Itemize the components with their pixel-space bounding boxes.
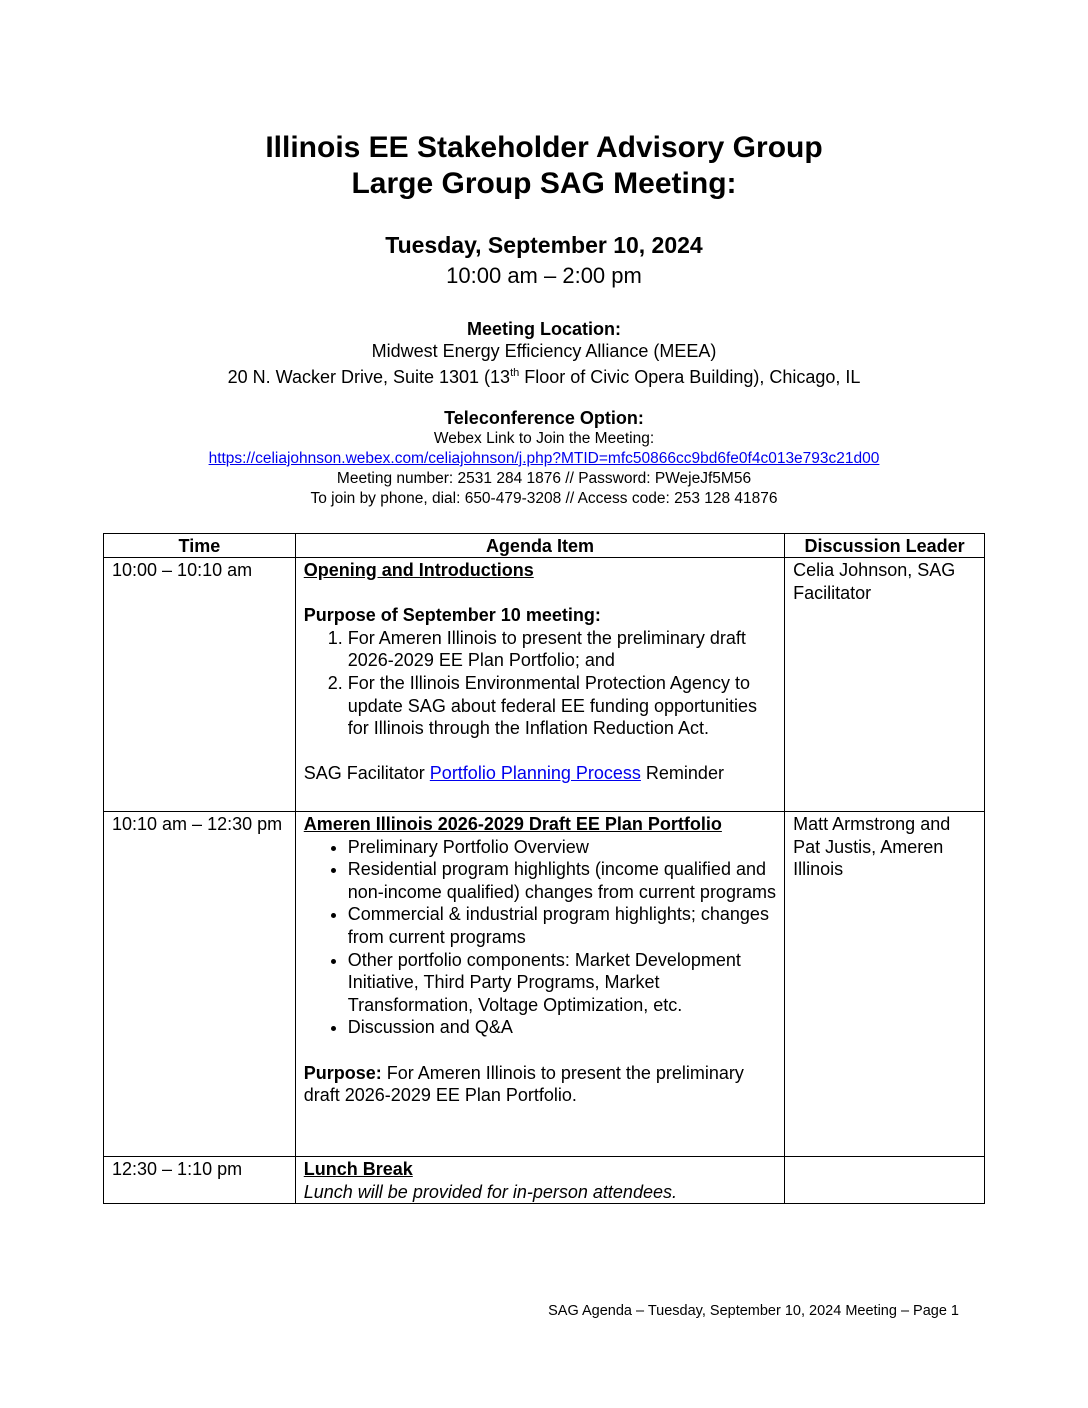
row-leader xyxy=(785,1157,985,1204)
row-leader: Celia Johnson, SAG Facilitator xyxy=(785,558,985,812)
purpose-list xyxy=(304,627,776,740)
teleconference-heading: Teleconference Option: xyxy=(444,408,644,428)
list-item: 1. For Ameren Illinois to present the preliminary draft 2026-2029 EE Plan Portfolio; and xyxy=(348,627,776,672)
list-item: 2. For the Illinois Environmental Protection Agency to update SAG about federal EE funding opportunities for Illinois through the Inflation Reduction Act. xyxy=(348,672,776,740)
table-header-row xyxy=(104,534,985,558)
page-footer: SAG Agenda – Tuesday, September 10, 2024 Meeting – Page 1 xyxy=(548,1303,959,1319)
webex-link[interactable]: https://celiajohnson.webex.com/celiajohnson/j.php?MTID=mfc50866cc9bd6fe0f4c013e793c21d00 xyxy=(208,450,880,467)
teleconference-section xyxy=(0,407,1088,509)
webex-label: Webex Link to Join the Meeting: xyxy=(433,430,655,447)
row-agenda-item xyxy=(295,1157,784,1204)
address-part: 20 N. Wacker Drive, Suite 1301 (13 xyxy=(227,367,511,387)
portfolio-planning-link[interactable]: Portfolio Planning Process xyxy=(429,763,641,784)
list-item: • Residential program highlights (income qualified and non-income qualified) changes from current programs xyxy=(348,858,776,903)
purpose-heading: Purpose of September 10 meeting: xyxy=(303,605,601,626)
address-superscript: th xyxy=(510,367,520,379)
item-title: Lunch Break xyxy=(303,1159,413,1179)
list-item: • Commercial & industrial program highlights; changes from current programs xyxy=(348,903,776,948)
row-time: 10:00 – 10:10 am xyxy=(104,558,296,812)
row-time: 10:10 am – 12:30 pm xyxy=(104,812,296,1157)
table-row xyxy=(104,812,985,1157)
row-agenda-item xyxy=(295,812,784,1157)
list-item: • Discussion and Q&A xyxy=(348,1016,776,1039)
title-line-1: Illinois EE Stakeholder Advisory Group xyxy=(265,131,823,164)
document-title xyxy=(0,130,1088,202)
reminder-line xyxy=(304,762,776,785)
location-address xyxy=(0,362,1088,388)
meeting-time: 10:00 am – 2:00 pm xyxy=(446,263,642,288)
purpose-label: Purpose: xyxy=(303,1062,382,1083)
purpose-text: For Ameren Illinois to present the preliminary draft 2026-2029 EE Plan Portfolio. xyxy=(303,1062,744,1106)
list-item: • Preliminary Portfolio Overview xyxy=(348,836,776,859)
purpose-line xyxy=(304,1062,776,1107)
header-time: Time xyxy=(104,534,296,558)
meeting-date: Tuesday, September 10, 2024 xyxy=(385,232,703,258)
reminder-text: Reminder xyxy=(640,763,724,784)
lunch-note: Lunch will be provided for in-person attendees. xyxy=(303,1181,677,1202)
address-part: Floor of Civic Opera Building), Chicago, IL xyxy=(519,367,861,387)
row-agenda-item xyxy=(295,558,784,812)
header-agenda-item: Agenda Item xyxy=(295,534,784,558)
location-org: Midwest Energy Efficiency Alliance (MEEA) xyxy=(371,341,717,361)
item-title: Opening and Introductions xyxy=(303,560,534,580)
phone-dial-in: To join by phone, dial: 650-479-3208 // Access code: 253 128 41876 xyxy=(310,490,778,507)
table-row xyxy=(104,1157,985,1204)
header-discussion-leader: Discussion Leader xyxy=(785,534,985,558)
row-leader: Matt Armstrong and Pat Justis, Ameren Illinois xyxy=(785,812,985,1157)
list-item: • Other portfolio components: Market Development Initiative, Third Party Programs, Market Transformation, Voltage Optimization, etc. xyxy=(348,949,776,1017)
agenda-table xyxy=(103,533,985,1204)
topic-list xyxy=(304,836,776,1039)
meeting-location xyxy=(0,318,1088,388)
reminder-text: SAG Facilitator xyxy=(303,763,430,784)
table-row xyxy=(104,558,985,812)
title-line-2: Large Group SAG Meeting: xyxy=(351,167,737,200)
item-title: Ameren Illinois 2026-2029 Draft EE Plan Portfolio xyxy=(303,814,722,834)
location-heading: Meeting Location: xyxy=(467,319,621,339)
meeting-number: Meeting number: 2531 284 1876 // Password: PWejeJf5M56 xyxy=(336,470,752,487)
row-time: 12:30 – 1:10 pm xyxy=(104,1157,296,1204)
